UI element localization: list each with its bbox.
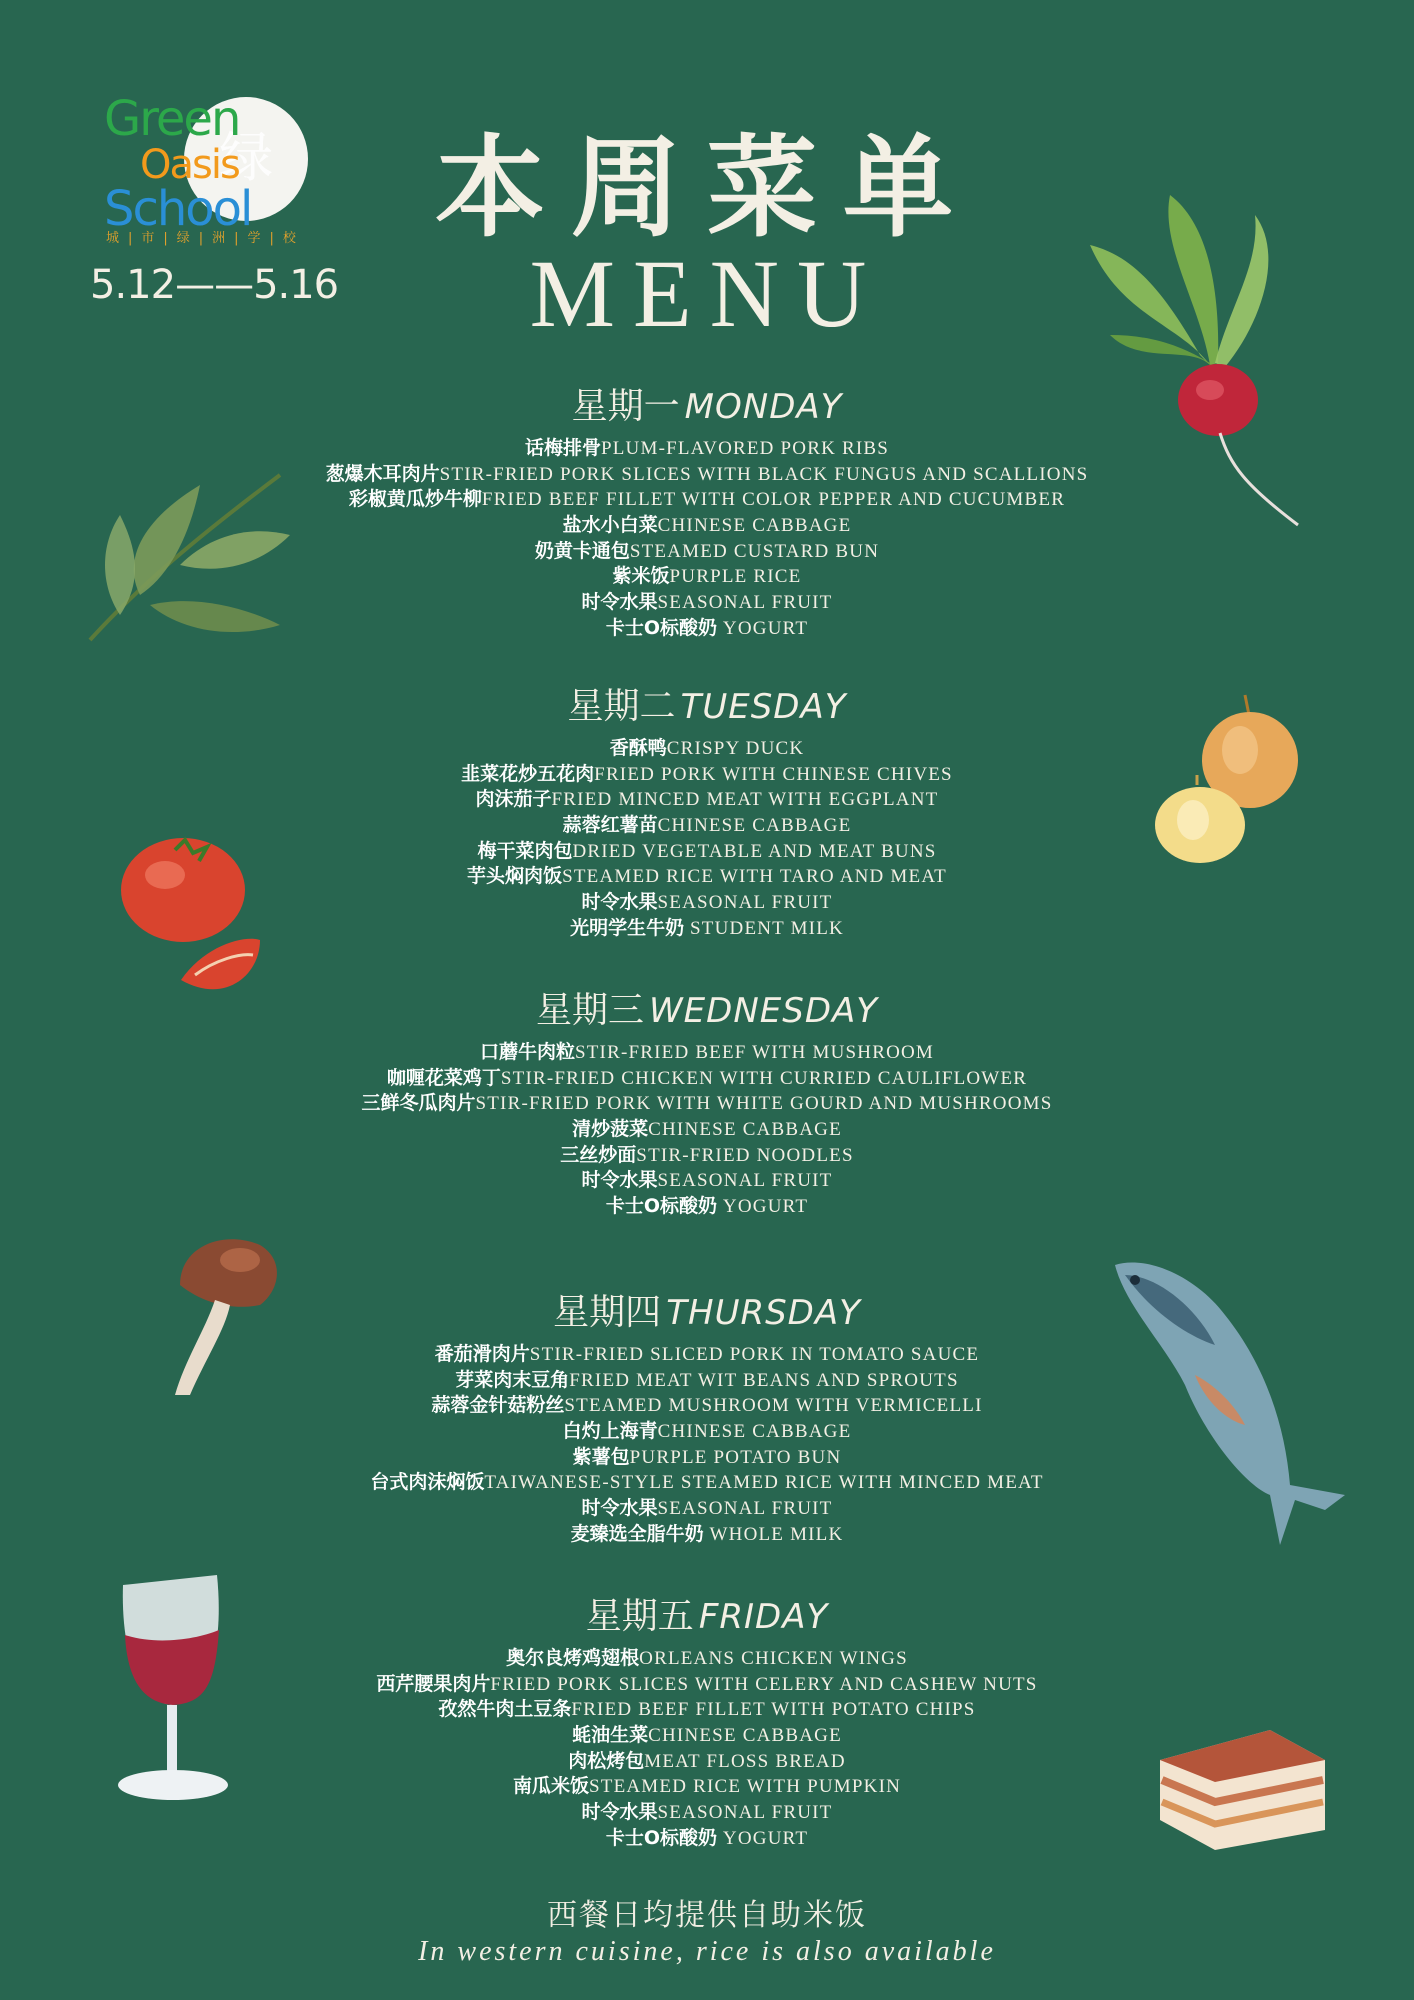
menu-item-en: FRIED MEAT WIT BEANS AND SPROUTS [569,1369,959,1391]
menu-item-en: CHINESE CABBAGE [657,815,852,837]
wine-glass-illustration [115,1575,245,1805]
menu-item-en: STIR-FRIED CHICKEN WITH CURRIED CAULIFLOWER [500,1067,1028,1089]
menu-item-en: STIR-FRIED BEEF WITH MUSHROOM [574,1042,935,1063]
day-heading-cn: 星期五 [585,1596,694,1637]
menu-item-cn: 芋头焖肉饭 [467,865,563,888]
day-heading-en: MONDAY [684,387,843,427]
logo-seal-char: 绿 [219,126,273,189]
logo-line-2: Oasis [140,142,239,188]
menu-item-cn: 卡士O标酸奶 [605,1826,717,1849]
menu-item-cn: 话梅排骨 [524,437,601,459]
menu-item-en: SEASONAL FRUIT [657,892,833,914]
menu-item-cn: 台式肉沫焖饭 [370,1471,485,1494]
menu-item-cn: 奶黄卡通包 [534,539,630,562]
menu-item-cn: 彩椒黄瓜炒牛柳 [348,488,482,511]
menu-item-en: SEASONAL FRUIT [657,592,833,614]
menu-item-cn: 三鲜冬瓜肉片 [361,1092,476,1115]
menu-item-en: FRIED BEEF FILLET WITH COLOR PEPPER AND CUCUMBER [481,489,1066,511]
menu-item-en: PURPLE POTATO BUN [629,1446,842,1468]
footer-note-cn: 西餐日均提供自助米饭 [547,1898,867,1933]
herb-illustration [80,455,300,645]
logo-line-1: Green [104,91,240,147]
menu-item-en: FRIED BEEF FILLET WITH POTATO CHIPS [571,1699,976,1721]
menu-item-en: TAIWANESE-STYLE STEAMED RICE WITH MINCED MEAT [484,1472,1044,1494]
menu-item [0,1168,1414,1194]
menu-item-cn: 肉沫茄子 [475,788,552,811]
menu-item-cn: 时令水果 [581,1801,658,1824]
menu-item-en: STEAMED CUSTARD BUN [629,540,880,562]
menu-item-cn: 盐水小白菜 [562,514,658,537]
menu-item-en: STEAMED RICE WITH PUMPKIN [589,1776,902,1798]
menu-item-cn: 时令水果 [581,891,658,914]
menu-item-cn: 香酥鸭 [609,737,667,759]
menu-item-cn: 时令水果 [581,591,658,614]
tomato-illustration [115,835,275,1010]
onion-illustration [1145,685,1305,865]
menu-item-cn: 清炒菠菜 [572,1118,649,1141]
menu-item-en: DRIED VEGETABLE AND MEAT BUNS [572,840,937,862]
menu-item-en: SEASONAL FRUIT [657,1802,833,1824]
menu-item-en: CHINESE CABBAGE [648,1119,842,1141]
menu-item-en: ORLEANS CHICKEN WINGS [639,1648,908,1669]
menu-item-cn: 光明学生牛奶 [570,916,685,939]
menu-item-en: FRIED PORK SLICES WITH CELERY AND CASHEW NUTS [490,1673,1038,1695]
menu-item [0,1143,1414,1169]
menu-item-cn: 梅干菜肉包 [477,839,573,862]
menu-item [0,1117,1414,1143]
menu-item-en: SEASONAL FRUIT [657,1170,833,1192]
menu-item-cn: 紫米饭 [612,565,670,588]
menu-item-en: PLUM-FLAVORED PORK RIBS [600,438,890,459]
menu-item-en: YOGURT [716,617,809,639]
menu-item-cn: 时令水果 [581,1497,658,1520]
day-heading-cn: 星期一 [571,386,680,427]
menu-item-cn: 芽菜肉末豆角 [455,1368,570,1391]
cake-illustration [1150,1720,1330,1850]
day-heading-en: THURSDAY [666,1293,861,1333]
day-heading-en: FRIDAY [698,1597,829,1637]
menu-item-en: STEAMED RICE WITH TARO AND MEAT [562,866,947,888]
menu-item-en: CHINESE CABBAGE [657,515,852,537]
menu-item-en: FRIED PORK WITH CHINESE CHIVES [594,763,953,785]
menu-item-en: FRIED MINCED MEAT WITH EGGPLANT [551,789,939,811]
menu-item-en: CRISPY DUCK [666,738,805,759]
menu-item-en: CHINESE CABBAGE [657,1421,852,1443]
menu-item-en: STIR-FRIED SLICED PORK IN TOMATO SAUCE [529,1344,980,1365]
menu-item-cn: 麦臻选全脂牛奶 [570,1522,704,1545]
menu-item-cn: 孜然牛肉土豆条 [438,1698,572,1721]
menu-item-cn: 肉松烤包 [568,1749,645,1772]
menu-item-cn: 紫薯包 [572,1445,630,1468]
menu-item-en: STUDENT MILK [684,917,844,939]
menu-list [0,1040,1414,1220]
menu-item-cn: 蒜蓉金针菇粉丝 [431,1394,565,1417]
menu-item-cn: 口蘑牛肉粒 [479,1041,575,1063]
menu-item-cn: 三丝炒面 [560,1143,637,1166]
menu-item-cn: 蚝油生菜 [572,1724,649,1747]
footer-note-en: In western cuisine, rice is also available [418,1936,996,1967]
menu-item-cn: 南瓜米饭 [512,1775,589,1798]
page-title-en: MENU [529,240,885,347]
fish-illustration [1105,1255,1355,1545]
menu-item-en: CHINESE CABBAGE [648,1725,842,1747]
menu-item [0,1040,1414,1066]
menu-item-en: STIR-FRIED PORK SLICES WITH BLACK FUNGUS AND SCALLIONS [439,463,1089,485]
menu-item-cn: 白灼上海青 [562,1420,658,1443]
menu-item [0,1091,1414,1117]
mushroom-illustration [165,1230,285,1400]
radish-illustration [1060,185,1310,530]
menu-item-en: MEAT FLOSS BREAD [644,1750,846,1772]
day-heading-cn: 星期三 [535,990,644,1031]
menu-item-cn: 卡士O标酸奶 [605,616,717,639]
menu-item [0,1066,1414,1092]
menu-item-en: PURPLE RICE [669,566,802,588]
day-heading-en: TUESDAY [680,687,847,727]
menu-item-cn: 葱爆木耳肉片 [325,462,440,485]
menu-item-en: WHOLE MILK [703,1523,844,1545]
menu-item-cn: 卡士O标酸奶 [605,1195,717,1218]
day-section-wednesday [0,982,1414,1220]
day-heading-cn: 星期四 [553,1292,662,1333]
menu-item-cn: 番茄滑肉片 [434,1343,530,1365]
menu-item-en: STIR-FRIED PORK WITH WHITE GOURD AND MUSHROOMS [475,1093,1053,1115]
menu-item-en: YOGURT [716,1827,809,1849]
menu-item-en: STIR-FRIED NOODLES [636,1144,854,1166]
menu-item-cn: 韭菜花炒五花肉 [461,762,595,785]
menu-item-cn: 西芹腰果肉片 [376,1672,491,1695]
menu-item-en: YOGURT [716,1196,809,1218]
page-title-cn: 本周菜单 [435,123,979,252]
menu-item-cn: 蒜蓉红薯苗 [562,814,658,837]
date-range: 5.12——5.16 [90,262,339,308]
menu-item-cn: 咖喱花菜鸡丁 [386,1066,501,1089]
day-heading-cn: 星期二 [567,686,676,727]
menu-item-cn: 时令水果 [581,1169,658,1192]
logo-line-3: School [104,181,252,237]
menu-item-cn: 奥尔良烤鸡翅根 [506,1647,640,1669]
day-heading-en: WEDNESDAY [649,991,879,1031]
menu-item-en: SEASONAL FRUIT [657,1498,833,1520]
logo-subtitle: 城|市|绿|洲|学|校 [106,231,305,246]
menu-item-en: STEAMED MUSHROOM WITH VERMICELLI [564,1395,983,1417]
menu-item [0,1194,1414,1220]
